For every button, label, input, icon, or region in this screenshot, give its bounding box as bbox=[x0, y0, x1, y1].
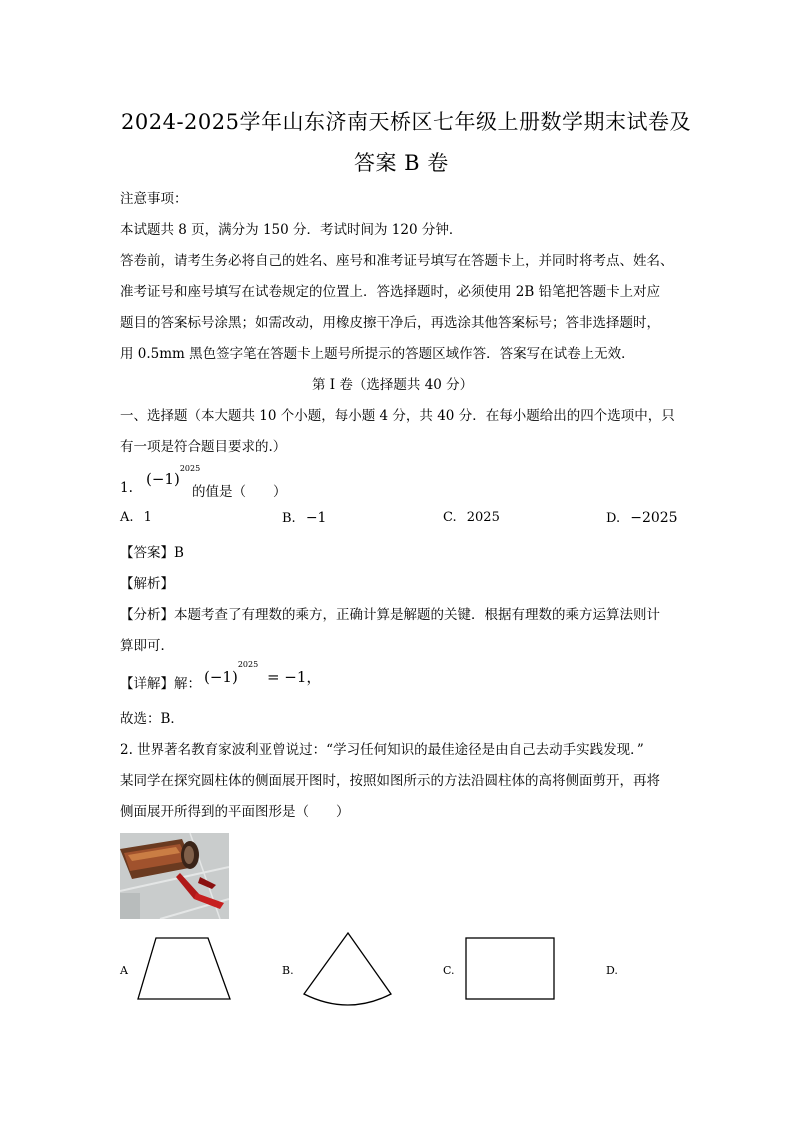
notice-line: 本试题共 8 页，满分为 150 分．考试时间为 120 分钟． bbox=[120, 222, 463, 238]
option-label: B. bbox=[282, 511, 296, 526]
part-instructions: 一、选择题（本大题共 10 个小题，每小题 4 分，共 40 分．在每小题给出的四个选项中，只 bbox=[120, 408, 675, 424]
section-title: 第 I 卷（选择题共 40 分） bbox=[312, 377, 474, 393]
option-label: C. bbox=[443, 510, 457, 525]
detail-prefix: 【详解】解： bbox=[120, 676, 201, 692]
page-title-line2: 答案 B 卷 bbox=[354, 151, 449, 175]
notice-heading: 注意事项： bbox=[120, 191, 188, 207]
trapezoid-shape bbox=[136, 937, 232, 1001]
expression-exponent: 2025 bbox=[179, 464, 201, 473]
notice-line: 准考证号和座号填写在试卷规定的位置上．答选择题时，必须使用 2B 铅笔把答题卡上对应 bbox=[120, 284, 661, 300]
question-2-text: 侧面展开所得到的平面图形是（ ） bbox=[120, 804, 350, 820]
option-text: 1 bbox=[143, 510, 152, 525]
option-text: 2025 bbox=[466, 510, 500, 525]
option-text: −1 bbox=[305, 510, 327, 526]
photo-drawing bbox=[120, 833, 229, 919]
question-2-text: 某同学在探究圆柱体的侧面展开图时，按照如图所示的方法沿圆柱体的高将侧面剪开，再将 bbox=[120, 773, 660, 789]
option-d bbox=[606, 510, 678, 526]
expression-base: (−1) bbox=[204, 668, 238, 686]
expression-result: = −1， bbox=[266, 668, 322, 686]
analysis-text: 【分析】本题考查了有理数的乘方，正确计算是解题的关键．根据有理数的乘方运算法则计 bbox=[120, 607, 660, 623]
q2-option-a-label: A bbox=[120, 964, 128, 977]
rectangle-shape bbox=[465, 937, 556, 1001]
option-label: D. bbox=[606, 511, 621, 526]
answer-label: 【答案】B bbox=[120, 545, 184, 561]
expression-exponent: 2025 bbox=[237, 660, 259, 669]
option-b bbox=[282, 510, 326, 526]
analysis-heading: 【解析】 bbox=[120, 576, 174, 592]
sector-shape bbox=[302, 930, 394, 1010]
option-a bbox=[120, 510, 152, 525]
notice-line: 答卷前，请考生务必将自己的姓名、座号和准考证号填写在答题卡上，并同时将考点、姓名、 bbox=[120, 253, 674, 269]
page-title: 2024-2025学年山东济南天桥区七年级上册数学期末试卷及 bbox=[121, 110, 691, 134]
q2-option-b-label: B. bbox=[282, 964, 294, 977]
q2-option-d-label: D. bbox=[606, 964, 618, 977]
part-instructions: 有一项是符合题目要求的.） bbox=[120, 439, 287, 455]
conclusion: 故选：B． bbox=[120, 711, 184, 727]
detail-expression bbox=[204, 660, 322, 687]
q2-option-c-label: C. bbox=[443, 964, 455, 977]
notice-line: 用 0.5mm 黑色签字笔在答题卡上题号所提示的答题区域作答．答案写在试卷上无效． bbox=[120, 346, 635, 362]
question-1-number: 1. bbox=[120, 480, 133, 496]
option-label: A. bbox=[120, 510, 134, 525]
analysis-text: 算即可． bbox=[120, 638, 174, 654]
question-1-stem: 的值是（ ） bbox=[192, 484, 287, 500]
expression-base: (−1) bbox=[146, 470, 180, 488]
notice-line: 题目的答案标号涂黑；如需改动，用橡皮擦干净后，再选涂其他答案标号；答非选择题时， bbox=[120, 315, 660, 331]
question-2-text: 2. 世界著名教育家波利亚曾说过：“学习任何知识的最佳途径是由自己去动手实践发现．” bbox=[120, 742, 644, 758]
option-text: −2025 bbox=[630, 510, 678, 526]
option-c bbox=[443, 510, 500, 525]
cylinder-cutting-photo bbox=[120, 833, 229, 919]
